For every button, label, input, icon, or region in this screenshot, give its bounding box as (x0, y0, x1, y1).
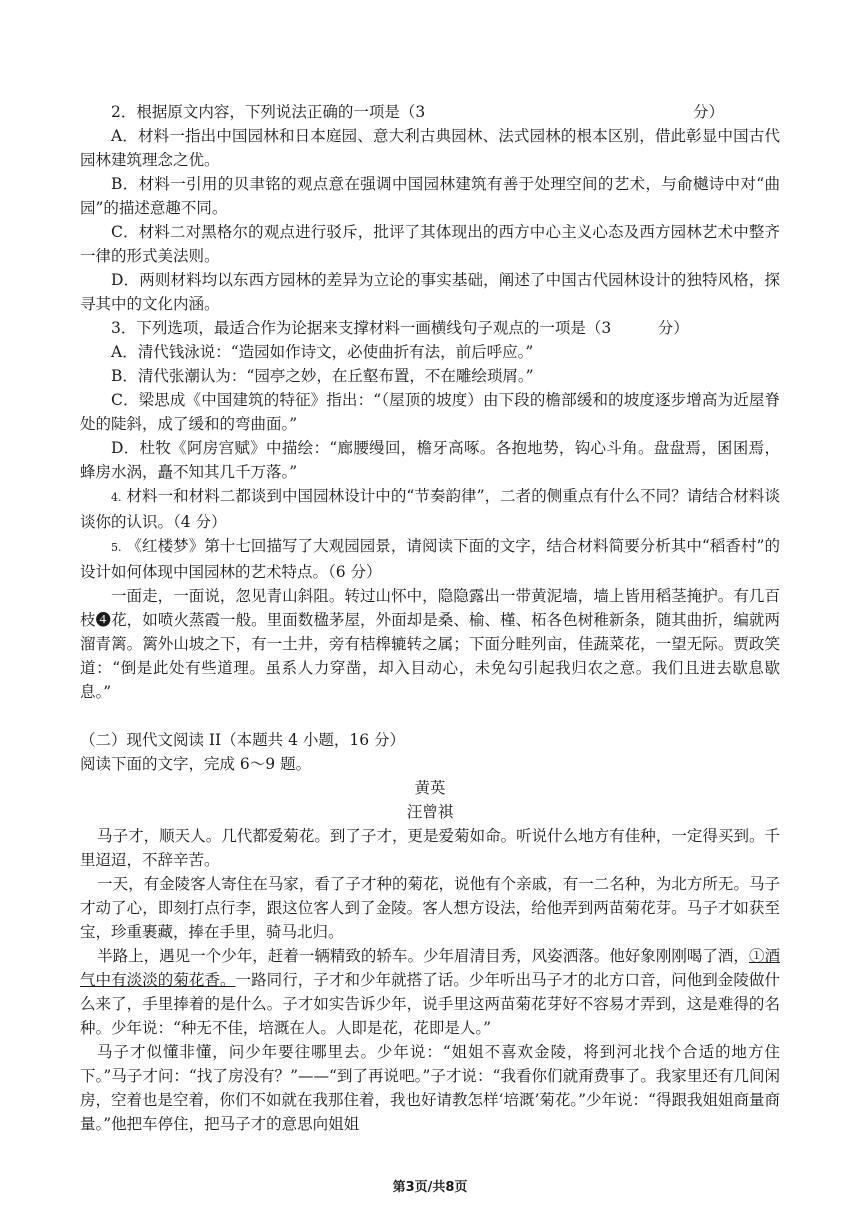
q2-stem (80, 100, 780, 124)
section-instruction: 阅读下面的文字，完成 6～9 题。 (80, 755, 312, 773)
story-paragraph-2: 一天，有金陵客人寄住在马家，看了子才种的菊花，说他有个亲戚，有一二名种，为北方所无。马子才动了心，即刻打点行李，跟这位客人到了金陵。客人想方设法，给他弄到两苗菊花芽。马子才如获至宝，珍重裹藏，捧在手里，骑马北归。 (80, 875, 780, 941)
q2-option-d: D．两则材料均以东西方园林的差异为立论的事实基础，阐述了中国古代园林设计的独特风格，探寻其中的文化内涵。 (80, 271, 780, 313)
story-author: 汪曾祺 (406, 803, 454, 821)
story-paragraph-4: 马子才似懂非懂，问少年要往哪里去。少年说：“姐姐不喜欢金陵，将到河北找个合适的地方住下。”马子才问：“找了房没有？”——“到了再说吧。”子才说：“我看你们就甭费事了。我家里还有几间闲房，空着也是空着，你们不如就在我那住着，我也好请教怎样‘培溉’菊花。”少年说：“得跟我姐姐商量商量。”他把车停住，把马子才的意思向姐姐 (80, 1043, 780, 1133)
q4-number: 4. (111, 491, 122, 504)
q3-option-b: B．清代张潮认为：“园亭之妙，在丘壑布置，不在雕绘琐屑。” (111, 367, 534, 385)
page-content (80, 100, 780, 1136)
paragraph-3-rest: 一路同行，子才和少年就搭了话。少年听出马子才的北方口音，问他到金陵做什么来了，手里捧着的是什么。子才如实告诉少年，说手里这两苗菊花芽好不容易才弄到，这是难得的名种。少年说：“种无不佳，培溉在人。人即是花，花即是人。” (80, 971, 780, 1037)
q3-stem: 3．下列选项，最适合作为论据来支撑材料一画横线句子观点的一项是（3 分） (111, 319, 689, 337)
q5-text: 《红楼梦》第十七回描写了大观园园景，请阅读下面的文字，结合材料简要分析其中“稻香村”的设计如何体现中国园林的艺术特点。（6 分） (80, 537, 780, 581)
q5 (80, 534, 780, 584)
q2-option-a: A．材料一指出中国园林和日本庭园、意大利古典园林、法式园林的根本区别，借此彰显中国古代园林建筑理念之优。 (80, 127, 780, 169)
paragraph-3-start: 半路上，遇见一个少年，赶着一辆精致的轿车。少年眉清目秀，风姿洒落。他好象刚刚喝了酒， (97, 947, 749, 965)
section-heading: （二）现代文阅读 II（本题共 4 小题，16 分） (80, 731, 406, 749)
q3-option-d: D．杜牧《阿房宫赋》中描绘：“廊腰缦回，檐牙高啄。各抱地势，钩心斗角。盘盘焉，囷囷焉，蜂房水涡，矗不知其几千万落。” (80, 439, 780, 481)
q2-option-b: B．材料一引用的贝聿铭的观点意在强调中国园林建筑有善于处理空间的艺术，与俞樾诗中对“曲园”的描述意趣不同。 (80, 175, 780, 217)
story-paragraph-1: 马子才，顺天人。几代都爱菊花。到了子才，更是爱菊如命。听说什么地方有佳种，一定得买到。千里迢迢，不辞辛苦。 (80, 827, 780, 869)
q2-score: 分） (692, 103, 724, 121)
story-paragraph-3 (80, 944, 780, 1040)
spacer (80, 704, 780, 728)
q5-passage: 一面走，一面说，忽见青山斜阻。转过山怀中，隐隐露出一带黄泥墙，墙上皆用稻茎掩护。有几百枝❹花，如喷火蒸霞一般。里面数楹茅屋，外面却是桑、榆、槿、柘各色树稚新条，随其曲折，编就两溜青篱。篱外山坡之下，有一土井，旁有桔槔辘转之属；下面分畦列亩，佳蔬菜花，一望无际。贾政笑道：“倒是此处有些道理。虽系人力穿凿，却入目动心，未免勾引起我归农之意。我们且进去歇息歇息。” (80, 587, 780, 701)
underlined-sentence-1: ①酒气中有淡淡的菊花香。 (80, 947, 780, 989)
q2-option-c: C．材料二对黑格尔的观点进行驳斥，批评了其体现出的西方中心主义心态及西方园林艺术中整齐一律的形式美法则。 (80, 223, 780, 265)
page-number-footer: 第3页/共8页 (392, 1180, 468, 1195)
q3-option-a: A．清代钱泳说：“造园如作诗文，必使曲折有法，前后呼应。” (111, 343, 534, 361)
story-title: 黄英 (414, 779, 446, 797)
q4-text: 材料一和材料二都谈到中国园林设计中的“节奏韵律”，二者的侧重点有什么不同？请结合材料谈谈你的认识。（4 分） (80, 487, 780, 531)
q3-option-c: C．梁思成《中国建筑的特征》指出：“（屋顶的坡度）由下段的檐部缓和的坡度逐步增高为近屋脊处的陡斜，成了缓和的弯曲面。” (80, 391, 780, 433)
q4 (80, 484, 780, 534)
q2-stem-text: 2．根据原文内容，下列说法正确的一项是（3 (111, 103, 426, 121)
q5-number: 5. (111, 541, 122, 554)
